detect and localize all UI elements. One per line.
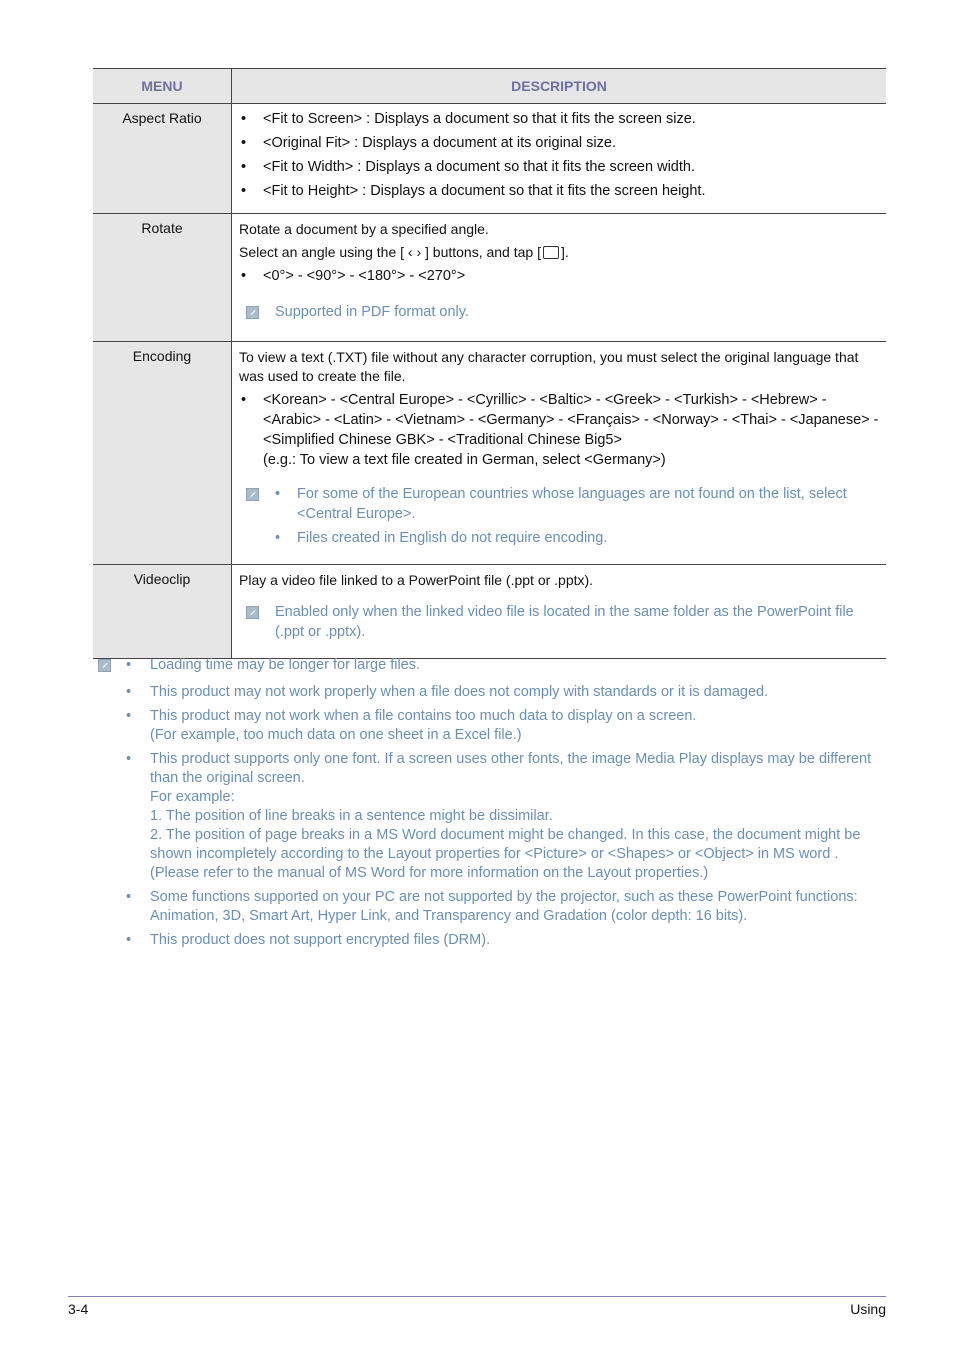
note-icon [246,306,259,319]
desc-encoding [232,342,887,565]
desc-rotate [232,214,887,342]
note-item: • This product may not work properly when a file does not comply with standards or it is damaged. [126,684,769,700]
menu-aspect-ratio: Aspect Ratio [93,104,232,214]
table-row-aspect-ratio [93,104,886,214]
encoding-note [239,484,880,552]
list-item: • <Fit to Screen> : Displays a document so that it fits the screen size. [239,107,880,131]
videoclip-note [239,602,880,642]
page-number: 3-4 [68,1301,89,1317]
list-item: • <0°> - <90°> - <180°> - <270°> [239,264,880,288]
list-item: • <Original Fit> : Displays a document at its original size. [239,131,880,155]
rotate-note [239,302,880,325]
note-item: • This product may not work when a file contains too much data to display on a screen. (For example, too much data on one sheet in a Excel file.) [126,708,697,743]
note-icon [98,659,111,672]
menu-description-table [93,68,886,659]
desc-aspect-ratio [232,104,887,214]
desc-videoclip [232,565,887,659]
aspect-item: <Fit to Screen> : Displays a document so that it fits the screen size. [263,111,696,127]
list-item: • <Fit to Width> : Displays a document so that it fits the screen width. [239,155,880,179]
encoding-intro: To view a text (.TXT) file without any character corruption, you must select the original language that was used to create the file. [239,349,859,384]
note-icon [246,488,259,501]
videoclip-line: Play a video file linked to a PowerPoint file (.ppt or .pptx). [239,572,594,588]
list-item: • <Korean> - <Central Europe> - <Cyrillic> - <Baltic> - <Greek> - <Turkish> - <Hebrew> - <Arabic> - <Latin> - <Vietnam> - <Germany> - <Français> - <Norway> - <Thai> - <Japanese> - <Simplified Chinese GBK> - <Traditional Chinese Big5> (e.g.: To view a text file created in German, select <Germany>) [241,392,879,468]
menu-videoclip: Videoclip [93,565,232,659]
table-header-row [93,69,886,104]
note-item: • Loading time may be longer for large files. [98,656,888,678]
header-menu: MENU [93,69,232,104]
note-item: • This product supports only one font. If a screen uses other fonts, the image Media Play displays may be different than the original screen. For example: 1. The position of line breaks in a sentence might be dissimilar. 2. The position of page breaks in a MS Word document might be changed. In this case, the document might be shown incompletely according to the Layout properties for <Picture> or <Shapes> or <Object> in MS word . (Please refer to the manual of MS Word for more information on the Layout properties.) [126,751,872,881]
note-item: • Some functions supported on your PC are not supported by the projector, such as these PowerPoint functions: Animation, 3D, Smart Art, Hyper Link, and Transparency and Gradation (color depth: 16 bits). [126,889,858,924]
footer-divider [68,1296,886,1297]
aspect-item: <Original Fit> : Displays a document at its original size. [263,135,616,151]
general-notes [98,656,888,955]
menu-rotate: Rotate [93,214,232,342]
encoding-list: <Korean> - <Central Europe> - <Cyrillic> - <Baltic> - <Greek> - <Turkish> - <Hebrew> - <Arabic> - <Latin> - <Vietnam> - <Germany> - <Français> - <Norway> - <Thai> - <Japanese> - <Simplified Chinese GBK> - <Traditional Chinese Big5> (e.g.: To view a text file created in German, select <Germany>) [263,392,879,468]
videoclip-note-text: Enabled only when the linked video file is located in the same folder as the PowerPoint file (.ppt or .pptx). [275,604,854,640]
header-description: DESCRIPTION [232,69,887,104]
encoding-example: (e.g.: To view a text file created in German, select <Germany>) [263,452,666,468]
note-item: • Files created in English do not require encoding. [275,530,608,546]
list-item: • <Fit to Height> : Displays a document so that it fits the screen height. [239,179,880,203]
table-row-encoding [93,342,886,565]
rotate-line2: Select an angle using the [ ‹ › ] buttons, and tap [ ]. [239,244,569,260]
enter-icon [543,246,559,259]
note-item: • For some of the European countries whose languages are not found on the list, select <Central Europe>. [275,486,847,522]
note-icon [246,606,259,619]
rotate-angles: <0°> - <90°> - <180°> - <270°> [263,268,466,284]
rotate-line1: Rotate a document by a specified angle. [239,221,489,237]
table-row-rotate [93,214,886,342]
aspect-item: <Fit to Height> : Displays a document so that it fits the screen height. [263,183,706,199]
rotate-note-text: Supported in PDF format only. [275,304,469,320]
aspect-item: <Fit to Width> : Displays a document so that it fits the screen width. [263,159,695,175]
note-item: • This product does not support encrypted files (DRM). [126,932,491,948]
table-row-videoclip [93,565,886,659]
section-name: Using [850,1301,886,1317]
menu-encoding: Encoding [93,342,232,565]
